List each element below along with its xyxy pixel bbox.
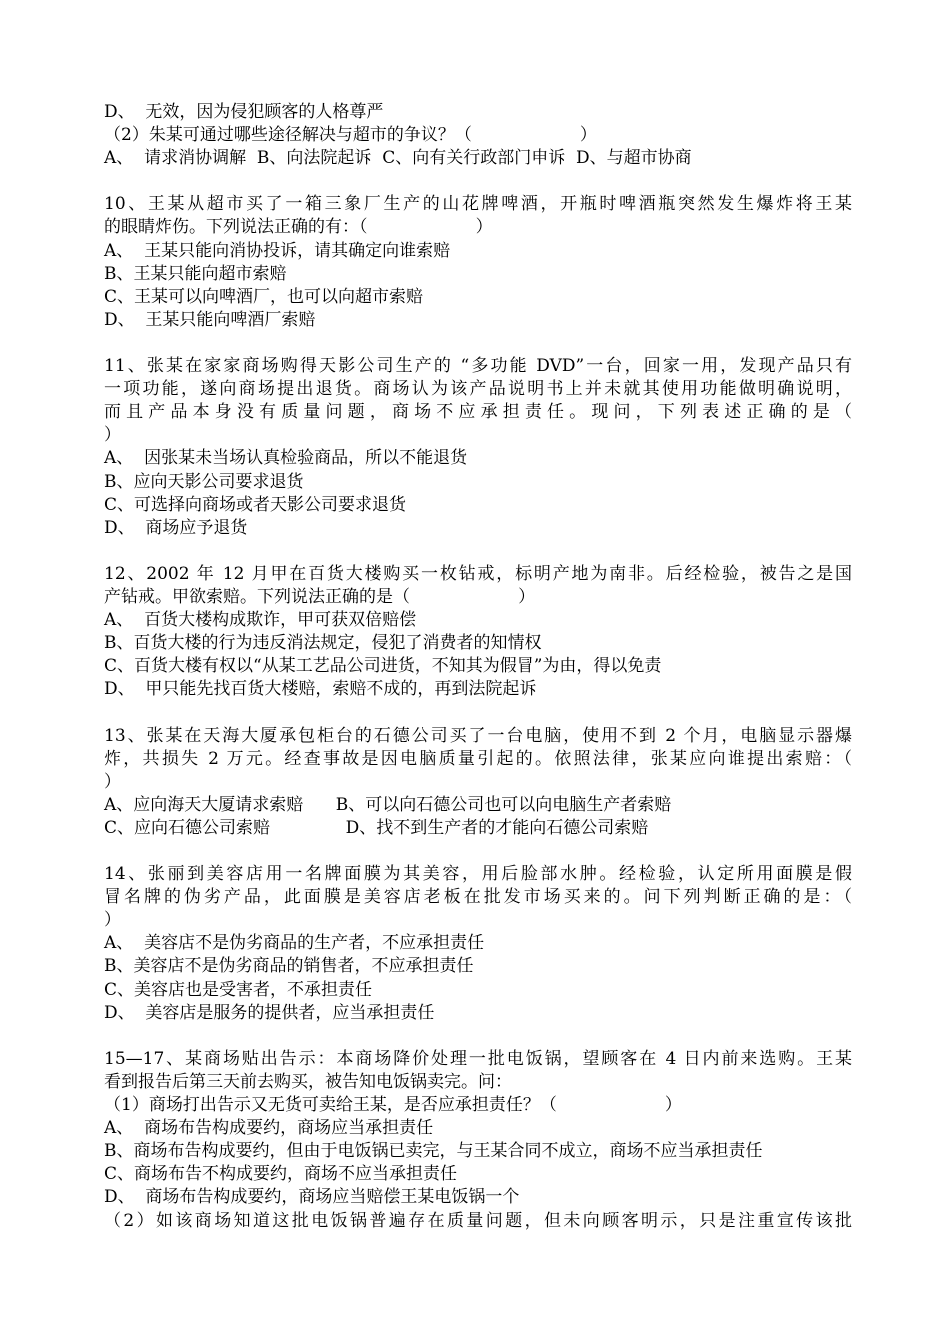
paragraph-gap [104, 170, 852, 193]
answer-option-b: B、商场布告构成要约，但由于电饭锅已卖完，与王某合同不成立，商场不应当承担责任 [104, 1141, 763, 1162]
answer-option-c: C、百货大楼有权以“从某工艺品公司进货，不知其为假冒”为由，得以免责 [104, 656, 662, 677]
answer-option-d: D、 甲只能先找百货大楼赔，索赔不成的，再到法院起诉 [104, 679, 537, 700]
question-10 [104, 193, 852, 332]
question-stem-line: 一项功能，遂向商场提出退货。商场认为该产品说明书上并未就其使用功能做明确说明， [104, 379, 852, 400]
question-stem-line: ） [104, 910, 121, 931]
question-stem-line: ） [104, 771, 121, 792]
answer-option-a: A、 商场布告构成要约，商场应当承担责任 [104, 1118, 434, 1139]
question-14 [104, 863, 852, 1025]
answer-option-d: D、 无效，因为侵犯顾客的人格尊严 [104, 102, 384, 122]
answer-option-c: C、可选择向商场或者天影公司要求退货 [104, 494, 407, 515]
paragraph-gap [104, 701, 852, 724]
answer-option-d: D、 商场应予退货 [104, 517, 248, 538]
answer-option-d: D、 美容店是服务的提供者，应当承担责任 [104, 1002, 435, 1023]
question-stem-line: 看到报告后第三天前去购买，被告知电饭锅卖完。问： [104, 1071, 512, 1092]
question-stem-line: 15—17、某商场贴出告示：本商场降价处理一批电饭锅，望顾客在 4 日内前来选购。王某 [104, 1048, 852, 1069]
answer-option-b: B、王某只能向超市索赔 [104, 263, 287, 284]
answer-option-b: B、美容店不是伪劣商品的销售者，不应承担责任 [104, 956, 474, 977]
answer-option-a: A、 百货大楼构成欺诈，甲可获双倍赔偿 [104, 610, 417, 631]
question-stem-line: 10、王某从超市买了一箱三象厂生产的山花牌啤酒，开瓶时啤酒瓶突然发生爆炸将王某 [104, 194, 852, 215]
question-stem-line: ） [104, 425, 121, 446]
question-stem-line: 而且产品本身没有质量问题，商场不应承担责任。现问，下列表述正确的是（ [104, 402, 852, 423]
question-stem-line: 13、张某在天海大厦承包柜台的石德公司买了一台电脑，使用不到 2 个月，电脑显示器爆 [104, 725, 852, 746]
question-15-17 [104, 1048, 852, 1233]
sub-question-2: （2）如该商场知道这批电饭锅普遍存在质量问题，但未向顾客明示，只是注重宣传该批 [104, 1210, 852, 1231]
question-12 [104, 563, 852, 702]
answer-option-d: D、 王某只能向啤酒厂索赔 [104, 309, 316, 330]
sub-question-2: （2）朱某可通过哪些途径解决与超市的争议？（ ） [104, 125, 597, 146]
answer-option-a: A、 因张某未当场认真检验商品，所以不能退货 [104, 448, 468, 469]
answer-options-row: A、应向海天大厦请求索赔 B、可以向石德公司也可以向电脑生产者索赔 [104, 794, 672, 815]
answer-option-b: B、百货大楼的行为违反消法规定，侵犯了消费者的知情权 [104, 633, 542, 654]
paragraph-gap [104, 840, 852, 863]
answer-option-a: A、 王某只能向消协投诉，请其确定向谁索赔 [104, 240, 451, 261]
question-stem-line: 产钻戒。甲欲索赔。下列说法正确的是（ ） [104, 586, 536, 607]
answer-option-d: D、 商场布告构成要约，商场应当赔偿王某电饭锅一个 [104, 1187, 520, 1208]
question-stem-line: 14、张丽到美容店用一名牌面膜为其美容，用后脸部水肿。经检验，认定所用面膜是假 [104, 864, 852, 885]
sub-question-1: （1）商场打出告示又无货可卖给王某，是否应承担责任？（ ） [104, 1095, 682, 1116]
question-9-tail [104, 101, 852, 170]
question-stem-line: 12、2002 年 12 月甲在百货大楼购买一枚钻戒，标明产地为南非。后经检验，被告之是国 [104, 563, 852, 584]
answer-options-row: A、 请求消协调解 B、向法院起诉 C、向有关行政部门申诉 D、与超市协商 [104, 148, 692, 169]
paragraph-gap [104, 540, 852, 563]
question-stem-line: 炸，共损失 2 万元。经查事故是因电脑质量引起的。依照法律，张某应向谁提出索赔：（ [104, 748, 852, 769]
paragraph-gap [104, 1025, 852, 1048]
question-stem-line: 的眼睛炸伤。下列说法正确的有：（ ） [104, 217, 493, 238]
answer-option-a: A、 美容店不是伪劣商品的生产者，不应承担责任 [104, 933, 485, 954]
answer-option-c: C、王某可以向啤酒厂，也可以向超市索赔 [104, 286, 424, 307]
answer-option-c: C、商场布告不构成要约，商场不应当承担责任 [104, 1164, 458, 1185]
document-page [104, 101, 852, 1233]
answer-option-b: B、应向天影公司要求退货 [104, 471, 304, 492]
question-11 [104, 355, 852, 540]
question-13 [104, 725, 852, 840]
question-stem-line: 冒名牌的伪劣产品，此面膜是美容店老板在批发市场买来的。问下列判断正确的是：（ [104, 887, 852, 908]
question-stem-line: 11、张某在家家商场购得天影公司生产的 “多功能 DVD”一台，回家一用，发现产品只有 [104, 356, 852, 377]
paragraph-gap [104, 332, 852, 355]
answer-option-c: C、美容店也是受害者，不承担责任 [104, 979, 373, 1000]
answer-options-row: C、应向石德公司索赔 D、找不到生产者的才能向石德公司索赔 [104, 817, 649, 838]
